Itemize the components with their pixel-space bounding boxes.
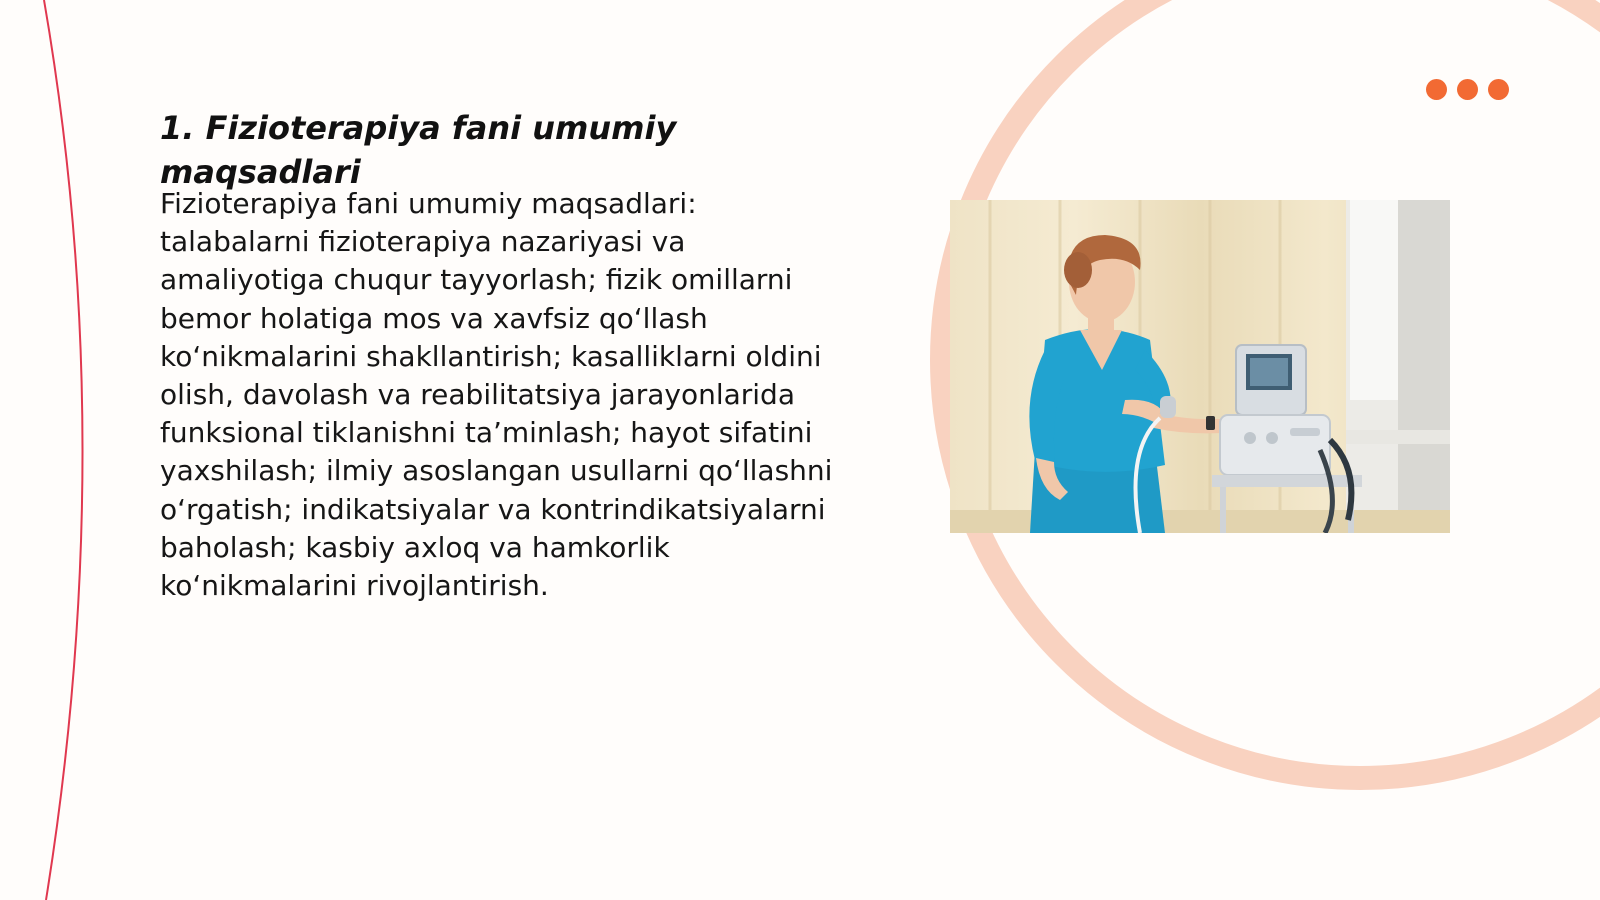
physiotherapist-photo: [950, 200, 1450, 533]
three-dots-icon: [1426, 79, 1509, 100]
slide-title: 1. Fizioterapiya fani umumiy maqsadlari: [160, 109, 677, 191]
dot-icon: [1488, 79, 1509, 100]
dot-icon: [1457, 79, 1478, 100]
slide-body-text: Fizioterapiya fani umumiy maqsadlari: talabalarni fizioterapiya nazariyasi va amaliyotiga chuqur tayyorlash; fizik omillarni bemor holatiga mos va xavfsiz qo‘llash ko‘nikmalarini shakllantirish; kasalliklarni oldini olish, davolash va reabilitatsiya jarayonlarida funksional tiklanishni ta’minlash; hayot sifatini yaxshilash; ilmiy asoslangan usullarni qo‘llashni o‘rgatish; indikatsiyalar va kontrindikatsiyalarni baholash; kasbiy axloq va hamkorlik ko‘nikmalarini rivojlantirish.: [160, 187, 833, 603]
dot-icon: [1426, 79, 1447, 100]
left-curve-line: [44, 0, 83, 900]
